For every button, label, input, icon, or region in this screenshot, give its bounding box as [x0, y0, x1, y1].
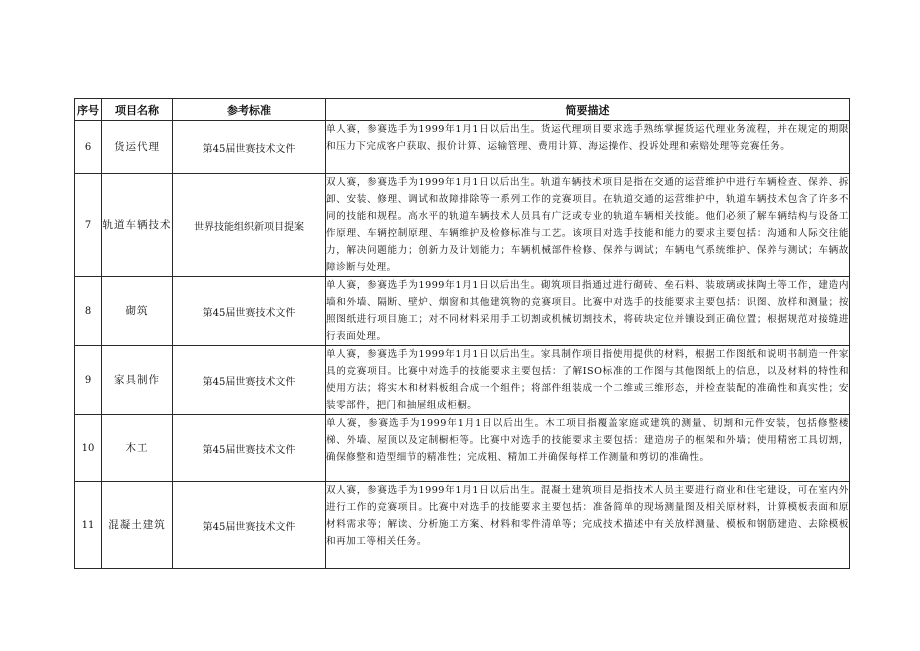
row-item-name: 货运代理 — [102, 121, 173, 174]
header-seq: 序号 — [75, 99, 102, 121]
row-reference-standard: 第45届世赛技术文件 — [173, 415, 326, 482]
row-reference-standard: 第45届世赛技术文件 — [173, 482, 326, 569]
table-row — [75, 174, 850, 277]
row-description: 单人赛，参赛选手为1999年1月1日以后出生。砌筑项目指通过进行砌砖、垒石料、装玻璃或抹陶土等工作，建造内墙和外墙、隔断、壁炉、烟窗和其他建筑物的竞赛项目。比赛中对选手的技能要求主要包括：识图、放样和测量；按照图纸进行项目施工；对不同材料采用手工切割或机械切割技术，将砖块定位并镶设到正确位置；根据规范对接缝进行表面处理。 — [326, 277, 850, 346]
table-row — [75, 482, 850, 569]
table-row — [75, 277, 850, 346]
table-row — [75, 415, 850, 482]
row-reference-standard: 第45届世赛技术文件 — [173, 121, 326, 174]
header-item-name: 项目名称 — [102, 99, 173, 121]
row-description: 单人赛，参赛选手为1999年1月1日以后出生。货运代理项目要求选手熟练掌握货运代理业务流程，并在规定的期限和压力下完成客户获取、报价计算、运输管理、费用计算、海运操作、投诉处理和索赔处理等竞赛任务。 — [326, 121, 850, 174]
row-description: 双人赛，参赛选手为1999年1月1日以后出生。轨道车辆技术项目是指在交通的运营维护中进行车辆检查、保养、拆卸、安装、修理、调试和故障排除等一系列工作的竞赛项目。在轨道交通的运营维护中，轨道车辆技术包含了许多不同的技能和规程。高水平的轨道车辆技术人员具有广泛或专业的轨道车辆相关技能。他们必须了解车辆结构与设备工作原理、车辆控制原理、车辆维护及检修标准与工艺。该项目对选手技能和能力的要求主要包括：沟通和人际交往能力，解决问题能力；创新力及计划能力；车辆机械部件检修、保养与调试；车辆电气系统维护、保养与测试；车辆故障诊断与处理。 — [326, 174, 850, 277]
row-reference-standard: 第45届世赛技术文件 — [173, 277, 326, 346]
competition-items-table — [74, 98, 850, 569]
row-description: 单人赛，参赛选手为1999年1月1日以后出生。家具制作项目指使用提供的材料，根据工作图纸和说明书制造一件家具的竞赛项目。比赛中对选手的技能要求主要包括：了解ISO标准的工作图与其他图纸上的信息，以及材料的特性和使用方法；将实木和材料板组合成一个组件；将部件组装成一个二维或三维形态，并检查装配的准确性和真实性；安装零部件，把门和抽屉组成柜橱。 — [326, 346, 850, 415]
table-header-row — [75, 99, 850, 121]
row-reference-standard: 世界技能组织新项目提案 — [173, 174, 326, 277]
row-item-name: 家具制作 — [102, 346, 173, 415]
table-row — [75, 121, 850, 174]
row-seq: 8 — [75, 277, 102, 346]
header-description: 简要描述 — [326, 99, 850, 121]
row-seq: 6 — [75, 121, 102, 174]
row-seq: 9 — [75, 346, 102, 415]
table-row — [75, 346, 850, 415]
row-item-name: 木工 — [102, 415, 173, 482]
row-seq: 11 — [75, 482, 102, 569]
row-description: 双人赛，参赛选手为1999年1月1日以后出生。混凝土建筑项目是指技术人员主要进行商业和住宅建设，可在室内外进行工作的竞赛项目。比赛中对选手的技能要求主要包括：准备简单的现场测量图及相关原材料，计算模板表面和原材料需求等；解读、分析施工方案、材料和零件清单等；完成技术描述中有关放样测量、模板和钢筋建造、去除模板和再加工等相关任务。 — [326, 482, 850, 569]
header-reference-standard: 参考标准 — [173, 99, 326, 121]
row-seq: 7 — [75, 174, 102, 277]
row-description: 单人赛，参赛选手为1999年1月1日以后出生。木工项目指覆盖家庭或建筑的测量、切割和元件安装，包括修整楼梯、外墙、屋顶以及定制橱柜等。比赛中对选手的技能要求主要包括：建造房子的框架和外墙；使用精密工具切割，确保修整和造型细节的精准性；完成粗、精加工并确保每样工作测量和剪切的准确性。 — [326, 415, 850, 482]
row-item-name: 砌筑 — [102, 277, 173, 346]
row-item-name: 轨道车辆技术 — [102, 174, 173, 277]
row-item-name: 混凝土建筑 — [102, 482, 173, 569]
row-seq: 10 — [75, 415, 102, 482]
row-reference-standard: 第45届世赛技术文件 — [173, 346, 326, 415]
